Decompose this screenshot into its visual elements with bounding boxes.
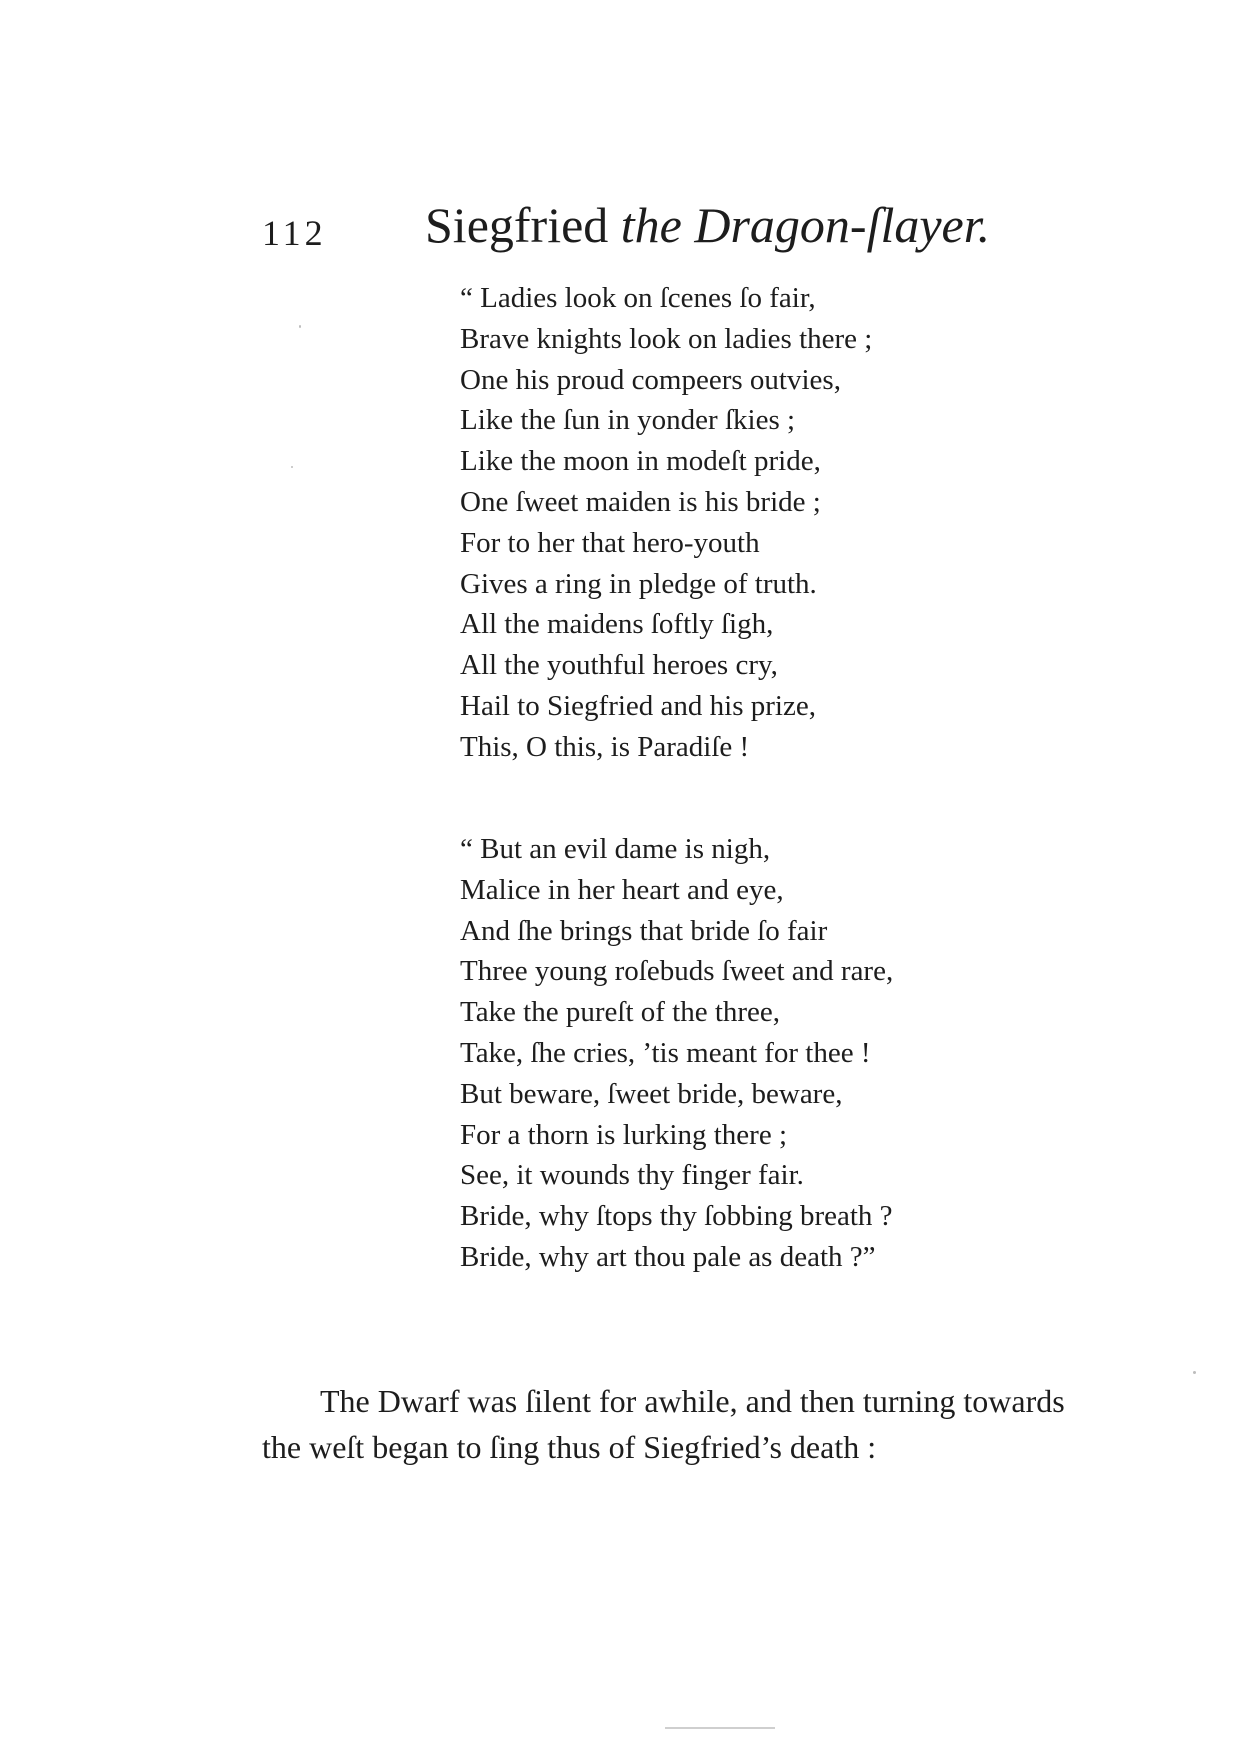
running-head-roman: Siegfried	[425, 197, 621, 253]
poem-line: Brave knights look on ladies there ;	[460, 322, 873, 355]
poem-line: Take, ſhe cries, ’tis meant for thee !	[460, 1036, 871, 1069]
poem-line: Hail to Siegfried and his prize,	[460, 689, 816, 722]
poem-line: All the youthful heroes cry,	[460, 649, 778, 682]
poem-line: Take the pureſt of the three,	[460, 996, 781, 1029]
poem-line: All the maidens ſoftly ſigh,	[460, 608, 774, 641]
running-head-italic: the Dragon-ſlayer.	[620, 197, 991, 253]
footer-rule	[665, 1727, 775, 1729]
prose-line: The Dwarf was ſilent for awhile, and then turning towards	[320, 1383, 1065, 1419]
prose-line: the weſt began to ſing thus of Siegfried’s death :	[262, 1429, 877, 1465]
poem-line: This, O this, is Paradiſe !	[460, 730, 750, 763]
poem-line: Three young roſebuds ſweet and rare,	[460, 955, 894, 988]
paper-speck	[1193, 1371, 1196, 1374]
poem-line: Like the moon in modeſt pride,	[460, 445, 821, 478]
poem-line: One ſweet maiden is his bride ;	[460, 485, 821, 518]
poem-line: One his proud compeers outvies,	[460, 363, 841, 396]
paper-speck	[291, 466, 293, 468]
poem-line: Like the ſun in yonder ſkies ;	[460, 404, 796, 437]
poem-line: “ Ladies look on ſcenes ſo fair,	[460, 282, 816, 314]
poem-line: Gives a ring in pledge of truth.	[460, 567, 817, 600]
poem-line: For to her that hero-youth	[460, 526, 760, 559]
poem-line: And ſhe brings that bride ſo fair	[460, 914, 828, 947]
poem-line: For a thorn is lurking there ;	[460, 1118, 788, 1151]
poem-line: “ But an evil dame is nigh,	[460, 833, 771, 865]
poem-line: Malice in her heart and eye,	[460, 873, 784, 906]
poem-line: Bride, why art thou pale as death ?”	[460, 1240, 876, 1273]
running-head	[425, 196, 990, 254]
poem-stanza-1	[460, 278, 872, 768]
poem-stanza-2	[460, 829, 893, 1278]
poem-line: But beware, ſweet bride, beware,	[460, 1077, 843, 1110]
poem-line: Bride, why ſtops thy ſobbing breath ?	[460, 1200, 893, 1233]
prose-paragraph	[262, 1378, 1197, 1470]
paper-speck	[299, 325, 301, 328]
page-number: 112	[262, 213, 327, 253]
poem-line: See, it wounds thy finger fair.	[460, 1159, 804, 1192]
